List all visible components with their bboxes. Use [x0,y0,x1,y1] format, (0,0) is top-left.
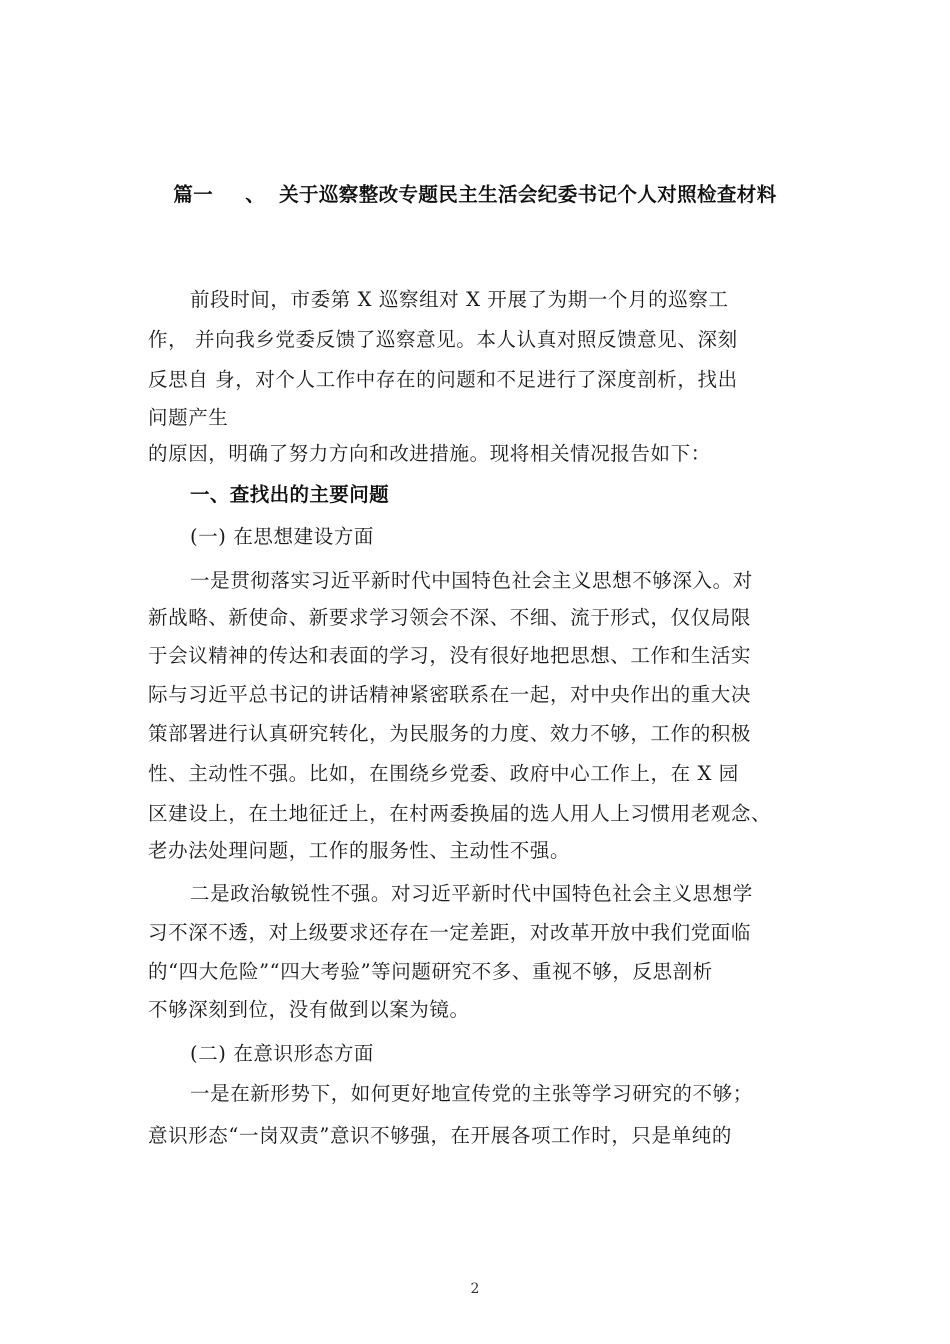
paragraph-line: 一是贯彻落实习近平新时代中国特色社会主义思想不够深入。对 [190,569,753,592]
document-title [0,181,950,209]
paragraph-line: 区建设上，在土地征迁上，在村两委换届的选人用人上习惯用老观念、 [148,802,772,825]
paragraph-line: 反思自 身，对个人工作中存在的问题和不足进行了深度剖析，找出 [148,368,738,391]
paragraph-line: 不够深刻到位，没有做到以案为镜。 [148,998,470,1021]
subsection-heading: (二) 在意识形态方面 [190,1042,375,1065]
paragraph-line: 习不深不透，对上级要求还存在一定差距，对改革开放中我们党面临 [148,921,752,944]
paragraph-line: 一是在新形势下，如何更好地宣传党的主张等学习研究的不够； [190,1082,753,1105]
paragraph-line: 性、主动性不强。比如，在围绕乡党委、政府中心工作上，在 X 园 [148,762,739,785]
paragraph-line: 问题产生 [148,406,229,429]
title-separator: 、 [245,183,266,206]
paragraph-line: 的原因，明确了努力方向和改进措施。现将相关情况报告如下： [148,442,711,465]
title-text: 关于巡察整改专题民主生活会纪委书记个人对照检查材料 [279,183,777,206]
paragraph-line: 前段时间，市委第 X 巡察组对 X 开展了为期一个月的巡察工 [190,288,729,311]
paragraph-line: 的“四大危险”“四大考验”等问题研究不多、重视不够，反思剖析 [148,960,713,983]
title-part-label: 篇一 [173,183,214,206]
paragraph-line: 于会议精神的传达和表面的学习，没有很好地把思想、工作和生活实 [148,644,752,667]
subsection-heading: (一) 在思想建设方面 [190,525,375,548]
paragraph-line: 新战略、新使命、新要求学习领会不深、不细、流于形式，仅仅局限 [148,606,752,629]
paragraph-line: 策部署进行认真研究转化，为民服务的力度、效力不够，工作的积极 [148,722,752,745]
paragraph-line: 意识形态“一岗双责”意识不够强，在开展各项工作时，只是单纯的 [148,1124,732,1147]
paragraph-line: 二是政治敏锐性不强。对习近平新时代中国特色社会主义思想学 [190,882,753,905]
paragraph-line: 际与习近平总书记的讲话精神紧密联系在一起，对中央作出的重大决 [148,683,752,706]
paragraph-line: 作， 并向我乡党委反馈了巡察意见。本人认真对照反馈意见、深刻 [148,328,738,351]
page-number: 2 [470,1281,480,1297]
section-heading: 一、查找出的主要问题 [190,483,390,506]
paragraph-line: 老办法处理问题，工作的服务性、主动性不强。 [148,839,571,862]
